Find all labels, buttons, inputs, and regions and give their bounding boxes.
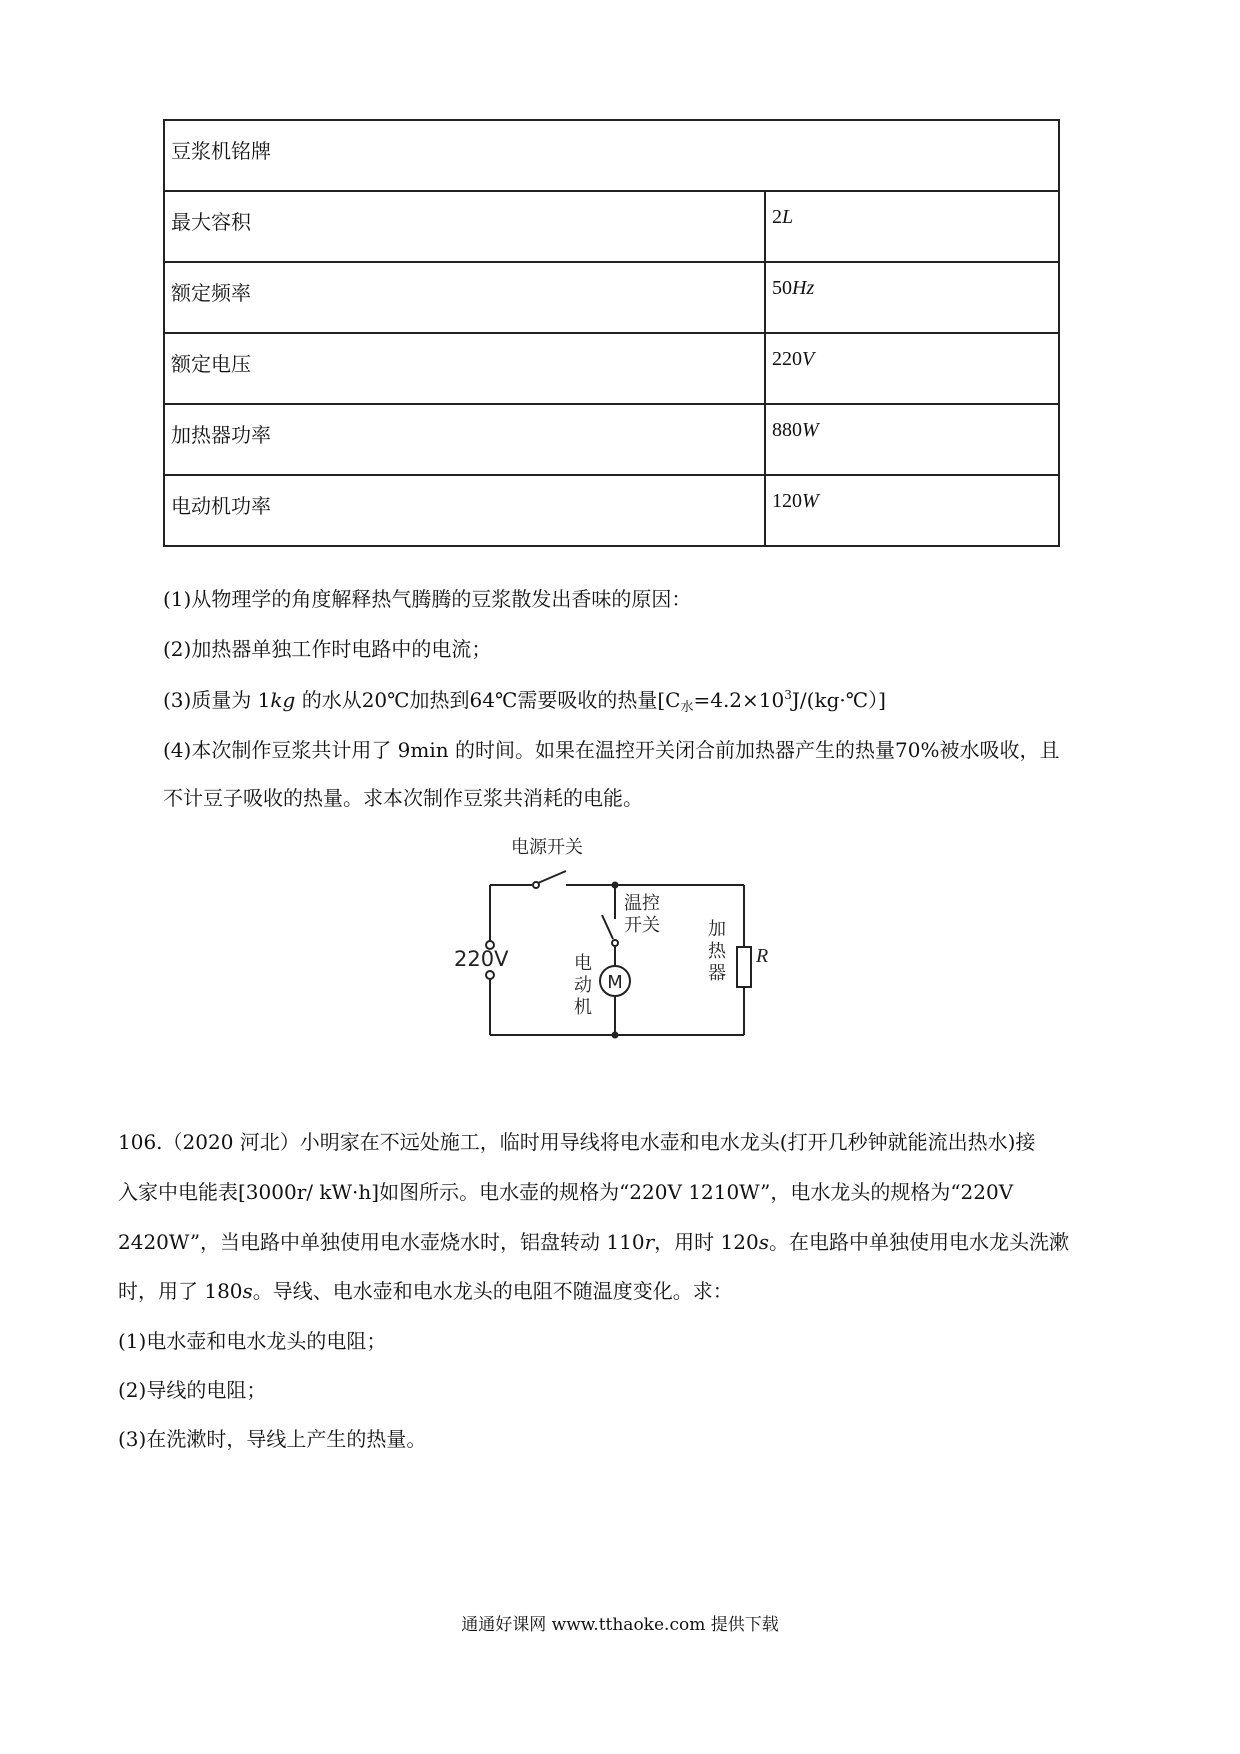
junction-dot (612, 1032, 619, 1039)
table-row (164, 404, 1059, 475)
q105-part4-line2: 不计豆子吸收的热量。求本次制作豆浆共消耗的电能。 (163, 786, 643, 810)
page-footer: 通通好课网 www.tthaoke.com 提供下载 (461, 1615, 779, 1635)
nameplate-title: 豆浆机铭牌 (164, 120, 1059, 191)
circuit-diagram (454, 835, 780, 1050)
motor-symbol-letter: M (607, 972, 623, 993)
heater-label: 加 (708, 919, 726, 940)
junction-dot (612, 882, 619, 889)
heater-resistor (737, 947, 751, 987)
row-value: 50Hz (765, 262, 1059, 333)
row-value: 120W (765, 475, 1059, 546)
table-row (164, 191, 1059, 262)
q106-line3: 2420W”，当电路中单独使用电水壶烧水时，铝盘转动 110r，用时 120s。在电路中单独使用电水龙头洗漱 (118, 1230, 1069, 1254)
nameplate-table (163, 119, 1060, 547)
q105-part2: (2)加热器单独工作时电路中的电流； (163, 637, 492, 661)
q105-part4-line1: (4)本次制作豆浆共计用了 9min 的时间。如果在温控开关闭合前加热器产生的热量70%被水吸收，且 (163, 738, 1060, 762)
resistor-label: R (756, 945, 769, 967)
heater-label: 热 (708, 941, 726, 962)
row-label: 电动机功率 (164, 475, 765, 546)
temp-switch-label: 开关 (624, 915, 660, 936)
table-row (164, 333, 1059, 404)
table-row (164, 475, 1059, 546)
motor-label: 电 (574, 953, 592, 974)
voltage-label: 220V (454, 947, 509, 971)
heater-label: 器 (708, 963, 726, 984)
table-row (164, 262, 1059, 333)
q106-part1: (1)电水壶和电水龙头的电阻； (118, 1329, 387, 1353)
motor-label: 机 (574, 997, 592, 1018)
motor-label: 动 (574, 975, 592, 996)
q105-part1: (1)从物理学的角度解释热气腾腾的豆浆散发出香味的原因： (163, 587, 692, 611)
q106-part2: (2)导线的电阻； (118, 1378, 267, 1402)
q105-part3: (3)质量为 1kg 的水从20℃加热到64℃需要吸收的热量$[C_水=4.2\times 10^3J/(kg\cdot℃)]$ (163, 688, 886, 715)
q106-line1: 106.（2020 河北）小明家在不远处施工，临时用导线将电水壶和电水龙头(打开几秒钟就能流出热水)接 (118, 1130, 1036, 1154)
row-label: 额定频率 (164, 262, 765, 333)
row-value: 880W (765, 404, 1059, 475)
row-label: 最大容积 (164, 191, 765, 262)
row-label: 额定电压 (164, 333, 765, 404)
q106-part3: (3)在洗漱时，导线上产生的热量。 (118, 1427, 427, 1451)
row-value: 2L (765, 191, 1059, 262)
temp-switch-label: 温控 (624, 893, 660, 914)
row-label: 加热器功率 (164, 404, 765, 475)
row-value: 220V (765, 333, 1059, 404)
power-switch-label: 电源开关 (511, 837, 583, 858)
q106-line2: 入家中电能表[3000r/ kW·h]如图所示。电水壶的规格为“220V 1210W”，电水龙头的规格为“220V (118, 1180, 1014, 1204)
nameplate-title-row (164, 120, 1059, 191)
q106-line4: 时，用了 180s。导线、电水壶和电水龙头的电阻不随温度变化。求： (118, 1279, 733, 1303)
